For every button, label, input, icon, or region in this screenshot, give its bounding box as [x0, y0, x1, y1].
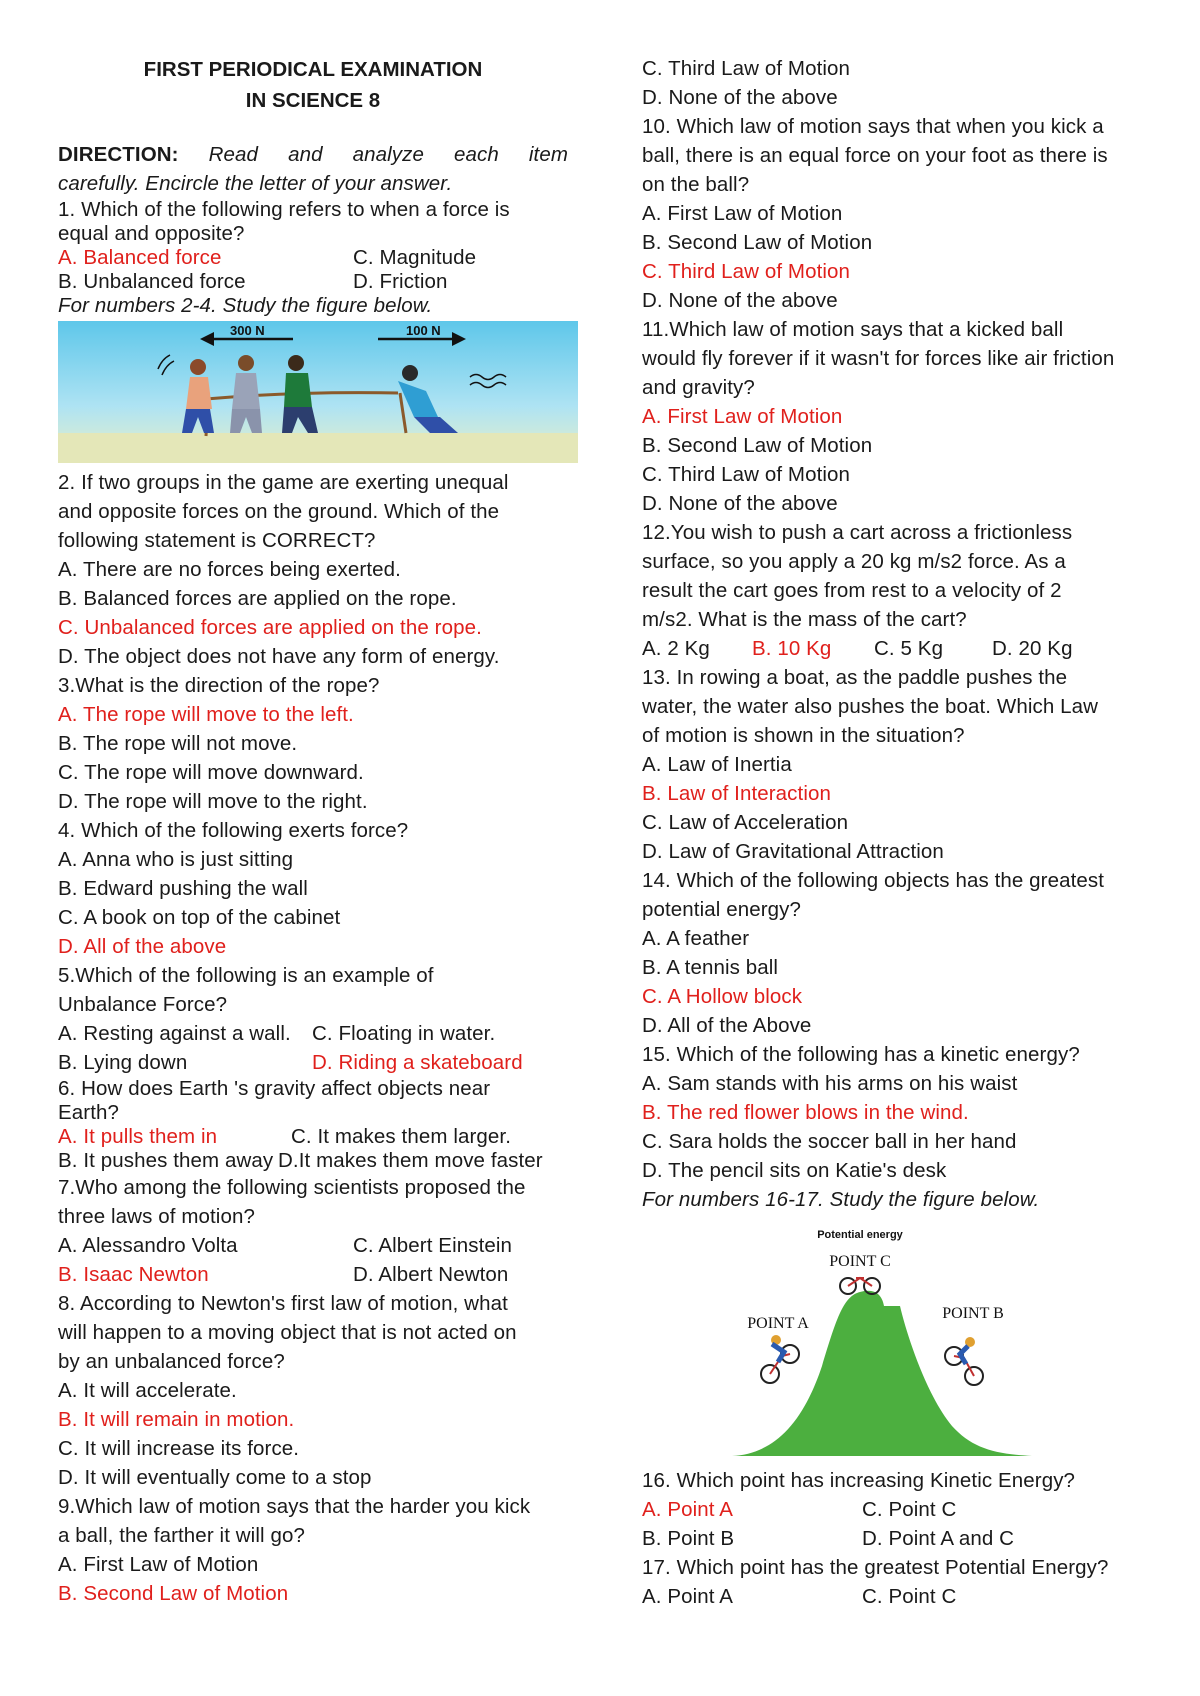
q8-option-c: C. It will increase its force. [58, 1437, 300, 1460]
right-column [642, 54, 1157, 1611]
q12-option-a: A. 2 Kg [642, 637, 710, 660]
q7-stem-2: three laws of motion? [58, 1205, 255, 1228]
q6-stem-2: Earth? [58, 1101, 119, 1124]
q17-option-a: A. Point A [642, 1585, 734, 1608]
q17-stem: 17. Which point has the greatest Potential Energy? [642, 1556, 1109, 1579]
tug-of-war-figure [58, 321, 578, 463]
q16-options-row2 [642, 1524, 1157, 1553]
q1-option-c: C. Magnitude [353, 246, 477, 269]
exam-title-line1: FIRST PERIODICAL EXAMINATION [143, 58, 483, 81]
q1-options-row1 [58, 246, 568, 270]
q5-stem-2: Unbalance Force? [58, 993, 228, 1016]
q13-stem-3: of motion is shown in the situation? [642, 724, 965, 747]
q5-option-c: C. Floating in water. [312, 1022, 496, 1045]
force-300-label: 300 N [230, 323, 265, 338]
exam-title-line2: IN SCIENCE 8 [245, 89, 381, 112]
q1-option-b: B. Unbalanced force [58, 270, 246, 293]
q12-stem-3: result the cart goes from rest to a velocity of 2 [642, 579, 1062, 602]
q7-option-b: B. Isaac Newton [58, 1263, 209, 1286]
potential-energy-figure [732, 1226, 1032, 1466]
q16-option-d: D. Point A and C [862, 1527, 1015, 1550]
q14-option-b: B. A tennis ball [642, 956, 779, 979]
q11-stem-3: and gravity? [642, 376, 755, 399]
q5-options-row1 [58, 1019, 568, 1048]
q11-option-b: B. Second Law of Motion [642, 434, 873, 457]
q7-option-d: D. Albert Newton [353, 1263, 509, 1286]
q11-option-c: C. Third Law of Motion [642, 463, 851, 486]
q4-stem: 4. Which of the following exerts force? [58, 819, 409, 842]
q6-option-d: D.It makes them move faster [278, 1149, 543, 1172]
q16-option-b: B. Point B [642, 1527, 735, 1550]
q4-option-c: C. A book on top of the cabinet [58, 906, 341, 929]
note-2-4: For numbers 2-4. Study the figure below. [58, 294, 433, 317]
q15-option-d: D. The pencil sits on Katie's desk [642, 1159, 947, 1182]
q15-option-c: C. Sara holds the soccer ball in her hand [642, 1130, 1017, 1153]
q1-options-row2 [58, 270, 568, 294]
q12-option-d: D. 20 Kg [992, 637, 1073, 660]
q9-stem-2: a ball, the farther it will go? [58, 1524, 305, 1547]
q13-option-a: A. Law of Inertia [642, 753, 792, 776]
point-b-label: POINT B [942, 1305, 1004, 1322]
q10-option-b: B. Second Law of Motion [642, 231, 873, 254]
q12-stem-1: 12.You wish to push a cart across a frictionless [642, 521, 1073, 544]
q6-options-row1 [58, 1125, 568, 1149]
q14-stem-1: 14. Which of the following objects has the greatest [642, 869, 1105, 892]
q2-option-b: B. Balanced forces are applied on the rope. [58, 587, 457, 610]
q7-options-row1 [58, 1231, 568, 1260]
q4-option-d: D. All of the above [58, 935, 227, 958]
q10-stem-2: ball, there is an equal force on your foot as there is [642, 144, 1108, 167]
q6-options-row2 [58, 1149, 568, 1173]
q13-option-d: D. Law of Gravitational Attraction [642, 840, 944, 863]
q16-options-row1 [642, 1495, 1157, 1524]
q16-option-a: A. Point A [642, 1498, 734, 1521]
q2-option-c: C. Unbalanced forces are applied on the rope. [58, 616, 482, 639]
q12-stem-2: surface, so you apply a 20 kg m/s2 force. As a [642, 550, 1066, 573]
q11-stem-2: would fly forever if it wasn't for forces like air friction [642, 347, 1115, 370]
q5-option-d: D. Riding a skateboard [312, 1051, 523, 1074]
q12-options [642, 634, 1157, 663]
q11-option-a: A. First Law of Motion [642, 405, 843, 428]
q4-option-b: B. Edward pushing the wall [58, 877, 308, 900]
q1-option-d: D. Friction [353, 270, 448, 293]
q1-stem-1: 1. Which of the following refers to when a force is [58, 198, 510, 221]
q2-option-d: D. The object does not have any form of energy. [58, 645, 500, 668]
q8-option-d: D. It will eventually come to a stop [58, 1466, 372, 1489]
q12-stem-4: m/s2. What is the mass of the cart? [642, 608, 967, 631]
q5-stem-1: 5.Which of the following is an example of [58, 964, 434, 987]
q12-option-b: B. 10 Kg [752, 637, 832, 660]
q16-stem: 16. Which point has increasing Kinetic Energy? [642, 1469, 1076, 1492]
q8-stem-2: will happen to a moving object that is not acted on [58, 1321, 517, 1344]
bike-point-b [945, 1337, 983, 1385]
q14-option-d: D. All of the Above [642, 1014, 812, 1037]
q3-option-a: A. The rope will move to the left. [58, 703, 354, 726]
q9-option-a: A. First Law of Motion [58, 1553, 259, 1576]
q9-option-c: C. Third Law of Motion [642, 57, 851, 80]
q5-options-row2 [58, 1048, 568, 1077]
q6-option-c: C. It makes them larger. [291, 1125, 512, 1148]
left-column [58, 54, 568, 1608]
q6-stem-1: 6. How does Earth 's gravity affect objects near [58, 1077, 491, 1100]
q8-option-b: B. It will remain in motion. [58, 1408, 295, 1431]
q3-option-d: D. The rope will move to the right. [58, 790, 368, 813]
q7-option-a: A. Alessandro Volta [58, 1234, 238, 1257]
q16-option-c: C. Point C [862, 1498, 957, 1521]
direction [58, 140, 568, 169]
q15-option-b: B. The red flower blows in the wind. [642, 1101, 969, 1124]
q7-stem-1: 7.Who among the following scientists proposed the [58, 1176, 526, 1199]
q8-stem-3: by an unbalanced force? [58, 1350, 285, 1373]
q14-stem-2: potential energy? [642, 898, 801, 921]
q3-option-b: B. The rope will not move. [58, 732, 298, 755]
q3-option-c: C. The rope will move downward. [58, 761, 364, 784]
q10-stem-3: on the ball? [642, 173, 750, 196]
q2-stem-2: and opposite forces on the ground. Which of the [58, 500, 500, 523]
direction-text2: carefully. Encircle the letter of your answer. [58, 172, 453, 195]
q11-stem-1: 11.Which law of motion says that a kicked ball [642, 318, 1064, 341]
q17-options-row1 [642, 1582, 1157, 1611]
direction-text1: Read and analyze each item [208, 143, 569, 166]
q2-stem-1: 2. If two groups in the game are exerting unequal [58, 471, 509, 494]
q10-option-c: C. Third Law of Motion [642, 260, 851, 283]
bike-point-a [761, 1335, 799, 1383]
q13-option-c: C. Law of Acceleration [642, 811, 849, 834]
q6-option-a: A. It pulls them in [58, 1125, 218, 1148]
q3-stem: 3.What is the direction of the rope? [58, 674, 380, 697]
q2-stem-3: following statement is CORRECT? [58, 529, 376, 552]
q10-option-d: D. None of the above [642, 289, 838, 312]
q14-option-a: A. A feather [642, 927, 750, 950]
q9-option-b: B. Second Law of Motion [58, 1582, 289, 1605]
q15-stem: 15. Which of the following has a kinetic energy? [642, 1043, 1080, 1066]
q5-option-a: A. Resting against a wall. [58, 1022, 291, 1045]
q11-option-d: D. None of the above [642, 492, 838, 515]
q7-option-c: C. Albert Einstein [353, 1234, 513, 1257]
q5-option-b: B. Lying down [58, 1051, 188, 1074]
force-100-label: 100 N [406, 323, 441, 338]
q15-option-a: A. Sam stands with his arms on his waist [642, 1072, 1018, 1095]
q13-stem-2: water, the water also pushes the boat. Which Law [642, 695, 1099, 718]
bike-point-c [840, 1278, 880, 1294]
q17-option-c: C. Point C [862, 1585, 957, 1608]
q1-option-a: A. Balanced force [58, 246, 222, 269]
q10-option-a: A. First Law of Motion [642, 202, 843, 225]
q13-stem-1: 13. In rowing a boat, as the paddle pushes the [642, 666, 1068, 689]
point-c-label: POINT C [829, 1253, 891, 1270]
direction-label: DIRECTION: [58, 143, 179, 166]
q2-option-a: A. There are no forces being exerted. [58, 558, 401, 581]
q7-options-row2 [58, 1260, 568, 1289]
q13-option-b: B. Law of Interaction [642, 782, 831, 805]
q10-stem-1: 10. Which law of motion says that when you kick a [642, 115, 1104, 138]
point-a-label: POINT A [747, 1315, 809, 1332]
q8-option-a: A. It will accelerate. [58, 1379, 237, 1402]
q6-option-b: B. It pushes them away [58, 1149, 274, 1172]
q12-option-c: C. 5 Kg [874, 637, 944, 660]
q8-stem-1: 8. According to Newton's first law of motion, what [58, 1292, 508, 1315]
figure2-title: Potential energy [817, 1229, 903, 1241]
q9-option-d: D. None of the above [642, 86, 838, 109]
q14-option-c: C. A Hollow block [642, 985, 803, 1008]
q9-stem-1: 9.Which law of motion says that the harder you kick [58, 1495, 531, 1518]
note-16-17: For numbers 16-17. Study the figure below. [642, 1188, 1040, 1211]
q4-option-a: A. Anna who is just sitting [58, 848, 294, 871]
q1-stem-2: equal and opposite? [58, 222, 245, 245]
